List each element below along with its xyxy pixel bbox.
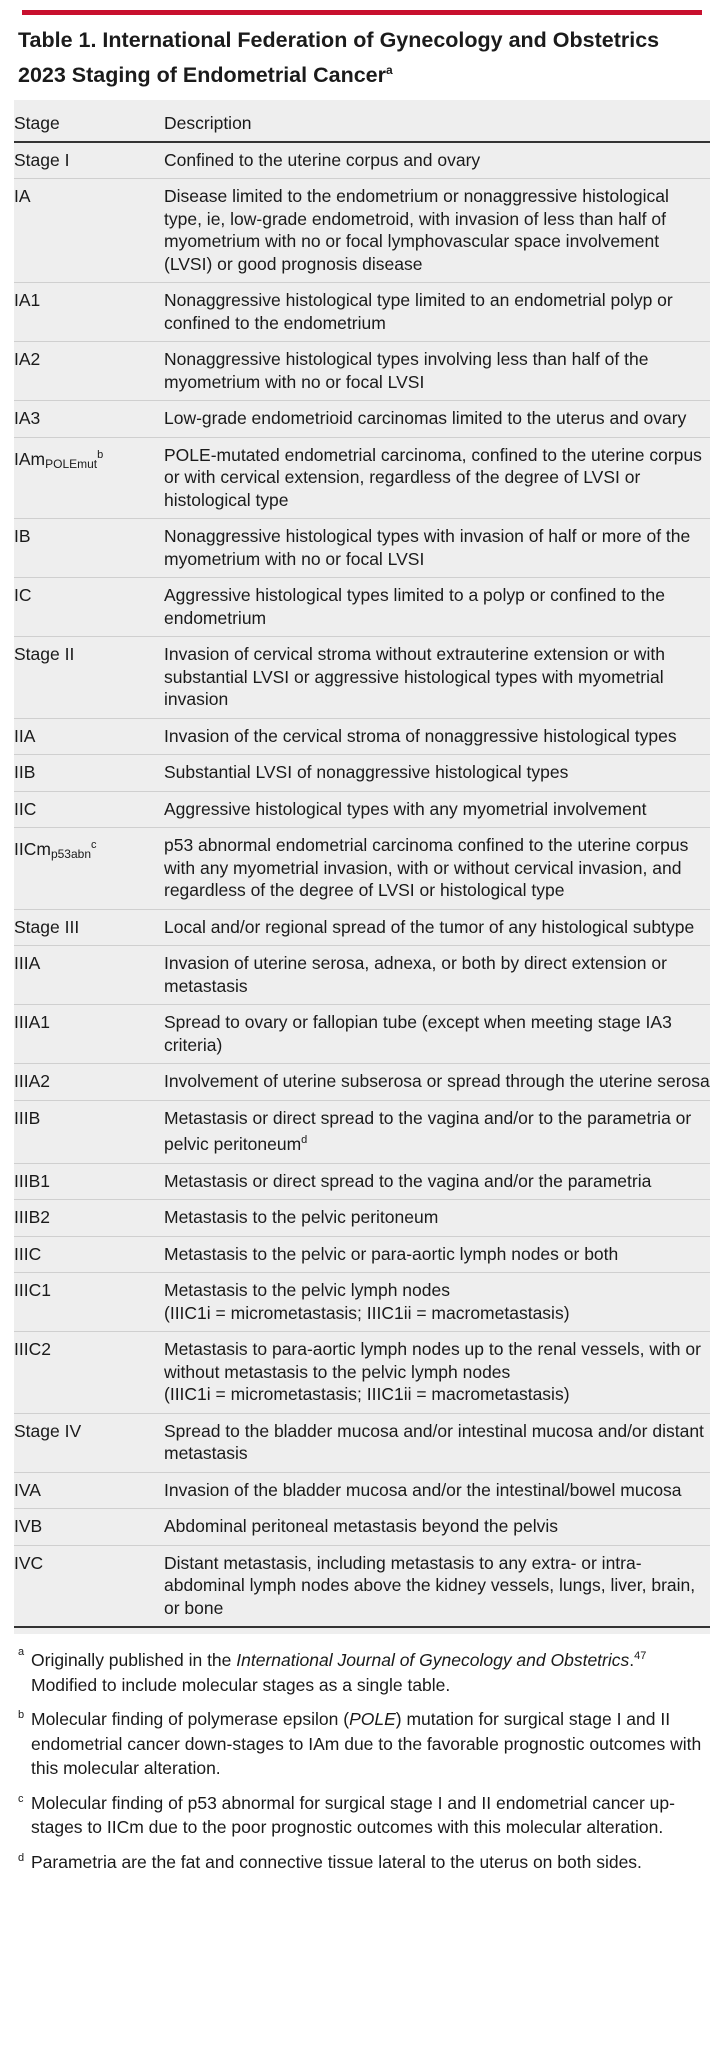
stage-cell [14,1236,164,1273]
description-cell [164,1545,710,1627]
footnote-text: 47 [634,1650,647,1663]
description-cell [164,1413,710,1472]
stage-label: IA [14,186,31,207]
table-row [14,828,710,910]
description-cell [164,828,710,910]
stage-cell [14,1273,164,1332]
footnotes [14,1634,710,1874]
footnote-text: Parametria are the fat and connective tissue lateral to the uterus on both sides. [31,1851,642,1872]
stage-cell [14,637,164,719]
description-cell [164,791,710,828]
table-row [14,142,710,179]
table-body [14,142,710,1628]
description-cell [164,1509,710,1546]
footnote-text: Originally published in the [31,1650,237,1671]
table-row [14,1509,710,1546]
column-header-stage: Stage [14,100,164,142]
column-header-description: Description [164,100,710,142]
footnote-text: POLE [349,1709,396,1730]
description-cell [164,283,710,342]
description-text: Metastasis to the pelvic lymph nodes [164,1280,450,1301]
stage-label: IIIA [14,953,41,974]
title-footnote-marker: a [386,63,393,77]
description-text: Nonaggressive histological type limited to an endometrial polyp or confined to the endometrium [164,290,673,333]
footnote-text: Molecular finding of polymerase epsilon ( [31,1709,350,1730]
stage-cell [14,283,164,342]
table-row [14,401,710,438]
description-text: Nonaggressive histological types with invasion of half or more of the myometrium with no or focal LVSI [164,526,691,569]
stage-cell [14,342,164,401]
staging-table-container [14,100,710,1634]
stage-cell [14,179,164,283]
table-row [14,1200,710,1237]
description-cell [164,519,710,578]
stage-cell [14,1005,164,1064]
description-text: p53 abnormal endometrial carcinoma confined to the uterine corpus with any myometrial invasion, with or without cervical invasion, and regardless of the degree of LVSI or histological type [164,835,689,901]
description-text: POLE-mutated endometrial carcinoma, confined to the uterine corpus or with cervical extension, regardless of the degree of LVSI or histological type [164,444,702,510]
stage-cell [14,828,164,910]
footnote-text: Modified to include molecular stages as a single table. [31,1674,451,1695]
description-cell [164,1332,710,1414]
description-text: Substantial LVSI of nonaggressive histological types [164,762,569,783]
footnote-d [18,1850,706,1875]
table-row [14,283,710,342]
table-title-text: Table 1. International Federation of Gynecology and Obstetrics 2023 Staging of Endometrial Cancer [18,28,660,88]
stage-label: IIIB2 [14,1207,50,1228]
stage-label: IVB [14,1516,43,1537]
table-row [14,909,710,946]
description-text: Involvement of uterine subserosa or spread through the uterine serosa [164,1071,710,1092]
stage-label: IIIB1 [14,1170,50,1191]
description-text: Spread to the bladder mucosa and/or intestinal mucosa and/or distant metastasis [164,1420,704,1464]
stage-cell [14,437,164,519]
table-row [14,1163,710,1200]
stage-subscript: p53abn [50,847,91,862]
table-row [14,342,710,401]
table-row [14,1064,710,1101]
stage-cell [14,1332,164,1414]
table-row [14,1236,710,1273]
description-subtext: (IIIC1i = micrometastasis; IIIC1ii = macrometastasis) [164,1302,570,1323]
description-cell [164,946,710,1005]
description-cell [164,401,710,438]
stage-label: IIIC1 [14,1280,51,1301]
footnote-marker: c [18,1792,24,1805]
table-row [14,946,710,1005]
stage-cell [14,1163,164,1200]
description-text: Nonaggressive histological types involving less than half of the myometrium with no or focal LVSI [164,349,649,392]
stage-label: IIIB [14,1107,41,1128]
table-row [14,1005,710,1064]
table-row [14,718,710,755]
footnote-marker: a [18,1646,25,1659]
table-title [14,15,710,90]
stage-cell [14,909,164,946]
stage-label: IA1 [14,290,41,311]
stage-cell [14,1100,164,1163]
page [0,10,724,2050]
stage-cell [14,142,164,179]
stage-cell [14,1200,164,1237]
description-subtext: (IIIC1i = micrometastasis; IIIC1ii = macrometastasis) [164,1384,570,1405]
stage-cell [14,718,164,755]
description-text: Invasion of the bladder mucosa and/or the intestinal/bowel mucosa [164,1479,682,1500]
table-row [14,1273,710,1332]
table-row [14,519,710,578]
footnote-text: . [629,1650,635,1671]
footnote-a [18,1644,706,1697]
description-cell [164,1236,710,1273]
stage-label: IIIA2 [14,1071,50,1092]
stage-cell [14,401,164,438]
description-text: Metastasis to para-aortic lymph nodes up to the renal vessels, with or without metastasis to the pelvic lymph nodes [164,1339,701,1382]
description-text: Distant metastasis, including metastasis to any extra- or intra-abdominal lymph nodes above the kidney vessels, lungs, liver, brain, or bone [164,1552,696,1618]
description-cell [164,1163,710,1200]
table-row [14,1332,710,1414]
table-row [14,437,710,519]
footnote-c [18,1791,706,1840]
stage-cell [14,946,164,1005]
stage-label: IICm [14,839,51,860]
stage-footnote-marker: b [97,448,104,461]
description-cell [164,1472,710,1509]
footnote-marker: d [18,1851,25,1864]
stage-label: IAm [14,448,46,469]
description-cell [164,142,710,179]
stage-label: IIC [14,798,37,819]
description-text: Low-grade endometrioid carcinomas limited to the uterus and ovary [164,408,687,429]
description-cell [164,755,710,792]
description-text: Invasion of uterine serosa, adnexa, or both by direct extension or metastasis [164,953,667,996]
description-cell [164,179,710,283]
stage-label: IIIC [14,1243,42,1264]
stage-label: IVA [14,1479,41,1500]
description-text: Invasion of the cervical stroma of nonaggressive histological types [164,725,677,746]
description-cell [164,718,710,755]
stage-label: IIB [14,762,36,783]
description-text: Aggressive histological types with any myometrial involvement [164,798,647,819]
table-row [14,1413,710,1472]
footnote-text: Molecular finding of p53 abnormal for surgical stage I and II endometrial cancer up-stages to IICm due to the poor prognostic outcomes with this molecular alteration. [31,1792,675,1838]
footnote-marker: b [18,1709,25,1722]
stage-label: IA2 [14,349,41,370]
description-text: Metastasis to the pelvic peritoneum [164,1207,439,1228]
table-row [14,1100,710,1163]
description-text: Disease limited to the endometrium or nonaggressive histological type, ie, low-grade endometroid, with invasion of less than half of myometrium with no or focal lymphovascular space involvement (LVSI) or good prognosis disease [164,186,669,274]
stage-cell [14,1509,164,1546]
table-row [14,179,710,283]
stage-label: Stage II [14,644,75,665]
stage-label: IC [14,585,32,606]
description-text: Spread to ovary or fallopian tube (except when meeting stage IA3 criteria) [164,1012,672,1055]
stage-label: Stage I [14,149,70,170]
description-cell [164,1064,710,1101]
table-row [14,637,710,719]
stage-footnote-marker: c [91,839,97,852]
description-text: Aggressive histological types limited to a polyp or confined to the endometrium [164,585,665,628]
table-row [14,791,710,828]
footnote-b [18,1707,706,1781]
description-cell [164,1200,710,1237]
stage-cell [14,519,164,578]
stage-label: Stage IV [14,1420,82,1441]
stage-label: IB [14,526,31,547]
stage-subscript: POLEmut [45,456,98,471]
stage-cell [14,755,164,792]
description-text: Metastasis to the pelvic or para-aortic lymph nodes or both [164,1243,619,1264]
description-cell [164,1005,710,1064]
description-cell [164,342,710,401]
staging-table [14,100,710,1628]
description-cell [164,909,710,946]
description-text: Confined to the uterine corpus and ovary [164,149,481,170]
stage-label: IA3 [14,408,41,429]
description-cell [164,1100,710,1163]
stage-cell [14,578,164,637]
stage-cell [14,1472,164,1509]
description-text: Local and/or regional spread of the tumor of any histological subtype [164,916,695,937]
table-row [14,1472,710,1509]
description-cell [164,437,710,519]
description-text: Invasion of cervical stroma without extrauterine extension or with substantial LVSI or aggressive histological types with myometrial invasion [164,644,665,710]
table-row [14,1545,710,1627]
table-row [14,755,710,792]
stage-label: IIA [14,725,36,746]
description-text: Metastasis or direct spread to the vagina and/or to the parametria or pelvic peritoneum [164,1107,692,1155]
table-row [14,578,710,637]
table-header-row [14,100,710,142]
stage-cell [14,1064,164,1101]
stage-cell [14,1545,164,1627]
stage-label: IVC [14,1552,44,1573]
stage-cell [14,791,164,828]
stage-cell [14,1413,164,1472]
description-cell [164,1273,710,1332]
stage-label: Stage III [14,916,80,937]
description-text: Metastasis or direct spread to the vagina and/or the parametria [164,1170,652,1191]
description-cell [164,637,710,719]
description-footnote-marker: d [301,1134,308,1147]
stage-label: IIIA1 [14,1012,50,1033]
stage-label: IIIC2 [14,1339,51,1360]
description-cell [164,578,710,637]
description-text: Abdominal peritoneal metastasis beyond the pelvis [164,1516,558,1537]
footnote-text: ) mutation for surgical stage I and II endometrial cancer down-stages to IAm due to the favorable prognostic outcomes with this molecular alteration. [31,1709,702,1779]
footnote-text: International Journal of Gynecology and Obstetrics [236,1650,630,1671]
